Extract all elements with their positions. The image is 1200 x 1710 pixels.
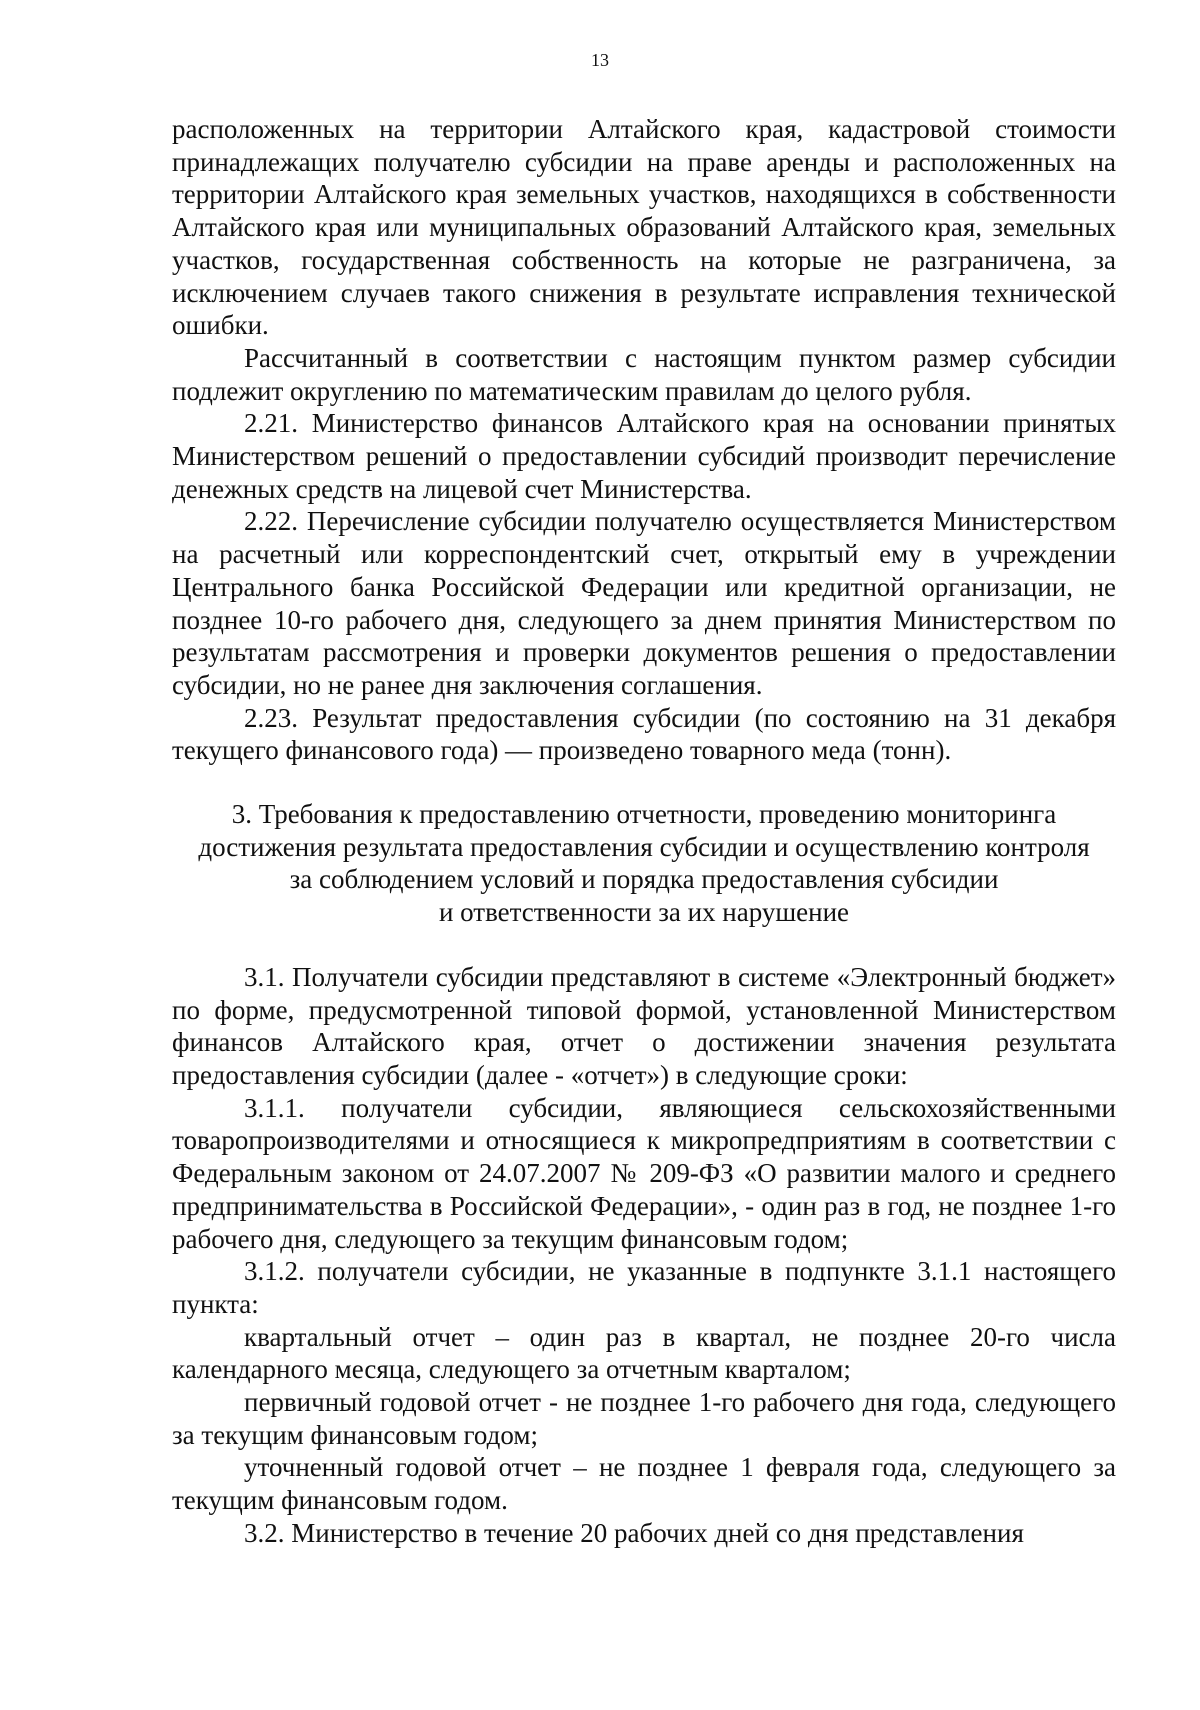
paragraph: 3.1. Получатели субсидии представляют в системе «Электронный бюджет» по форме, предусмотренной типовой формой, установленной Министерством финансов Алтайского края, отчет о достижении значения результата предоставления субсидии (далее - «отчет») в следующие сроки: [172, 961, 1116, 1090]
section-heading [172, 798, 1116, 929]
document-body [172, 113, 1116, 1550]
paragraph: 2.22. Перечисление субсидии получателю осуществляется Министерством на расчетный или корреспондентский счет, открытый ему в учреждении Центрального банка Российской Федерации или кредитной организации, не позднее 10-го рабочего дня, следующего за днем принятия Министерством по результатам рассмотрения и проверки документов решения о предоставлении субсидии, но не ранее дня заключения соглашения. [172, 506, 1116, 700]
paragraph: уточненный годовой отчет – не позднее 1 февраля года, следующего за текущим финансовым годом. [172, 1452, 1116, 1516]
section-heading-line: и ответственности за их нарушение [438, 897, 850, 928]
paragraph: 3.1.2. получатели субсидии, не указанные в подпункте 3.1.1 настоящего пункта: [172, 1256, 1116, 1319]
paragraphs-before [172, 113, 1116, 767]
paragraph: 2.21. Министерство финансов Алтайского края на основании принятых Министерством решений о предоставлении субсидий производит перечисление денежных средств на лицевой счет Министерства. [172, 408, 1116, 504]
paragraph: расположенных на территории Алтайского края, кадастровой стоимости принадлежащих получателю субсидии на праве аренды и расположенных на территории Алтайского края земельных участков, находящихся в собственности Алтайского края или муниципальных образований Алтайского края, земельных участков, государственная собственность на которые не разграничена, за исключением случаев такого снижения в результате исправления технической ошибки. [172, 114, 1116, 341]
section-heading-line: за соблюдением условий и порядка предоставления субсидии [289, 864, 999, 895]
paragraph: 2.23. Результат предоставления субсидии (по состоянию на 31 декабря текущего финансового года) — произведено товарного меда (тонн). [172, 702, 1116, 766]
paragraph: квартальный отчет – один раз в квартал, не позднее 20-го числа календарного месяца, следующего за отчетным кварталом; [172, 1321, 1116, 1385]
paragraph: 3.1.1. получатели субсидии, являющиеся сельскохозяйственными товаропроизводителями и относящиеся к микропредприятиям в соответствии с Федеральным законом от 24.07.2007 № 209-ФЗ «О развитии малого и среднего предпринимательства в Российской Федерации», - один раз в год, не позднее 1-го рабочего дня, следующего за текущим финансовым годом; [172, 1092, 1116, 1254]
section-heading-line: 3. Требования к предоставлению отчетности, проведению мониторинга [231, 799, 1057, 830]
paragraphs-after [172, 961, 1116, 1550]
paragraph: Рассчитанный в соответствии с настоящим пунктом размер субсидии подлежит округлению по математическим правилам до целого рубля. [172, 342, 1116, 406]
section-heading-line: достижения результата предоставления субсидии и осуществлению контроля [198, 831, 1090, 862]
page-number: 13 [591, 50, 609, 70]
paragraph: первичный годовой отчет - не позднее 1-го рабочего дня года, следующего за текущим финансовым годом; [172, 1387, 1116, 1450]
paragraph: 3.2. Министерство в течение 20 рабочих дней со дня представления [244, 1517, 1024, 1548]
